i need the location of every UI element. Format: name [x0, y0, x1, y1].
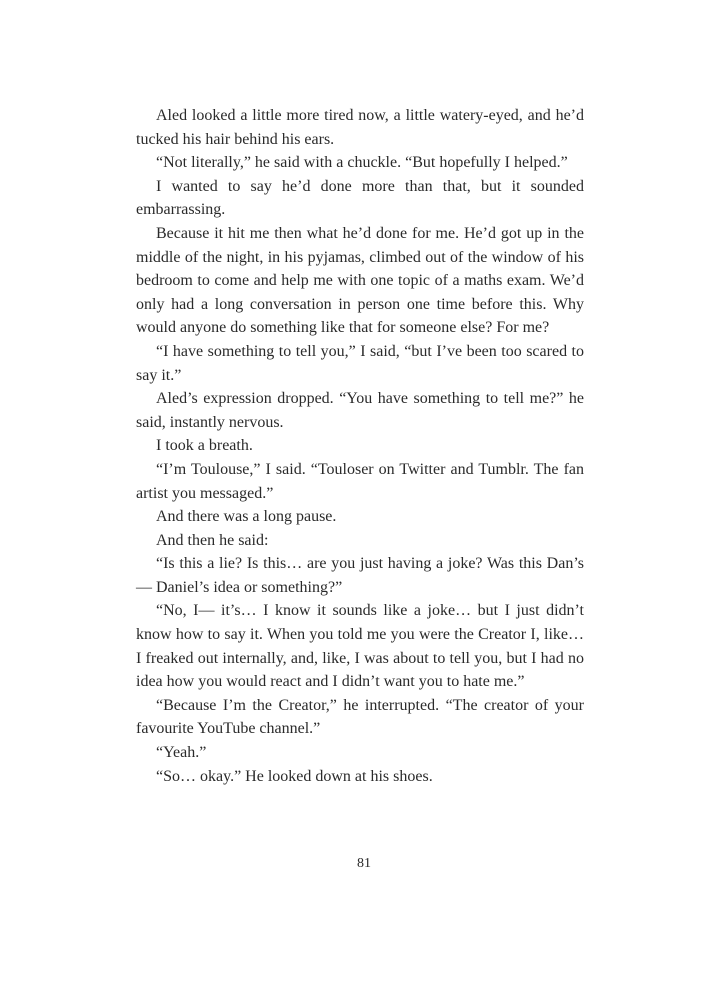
paragraph: And there was a long pause.: [156, 508, 337, 526]
paragraph: “So… okay.” He looked down at his shoes.: [156, 767, 433, 785]
paragraph: Aled looked a little more tired now, a little watery-eyed, and he’d tucked his hair behind his ears.: [136, 107, 584, 148]
paragraph: “Is this a lie? Is this… are you just having a joke? Was this Dan’s— Daniel’s idea or something?”: [136, 555, 584, 596]
paragraph: “Not literally,” he said with a chuckle. “But hopefully I helped.”: [156, 154, 568, 172]
paragraph: And then he said:: [156, 531, 269, 549]
paragraph: “No, I— it’s… I know it sounds like a joke… but I just didn’t know how to say it. When you told me you were the Creator I, like… I freaked out internally, and, like, I was about to tell you, but I had no idea how you would react and I didn’t want you to hate me.”: [136, 602, 584, 691]
paragraph: I wanted to say he’d done more than that, but it sounded embarrassing.: [136, 177, 584, 219]
paragraph: “I have something to tell you,” I said, “but I’ve been too scared to say it.”: [136, 342, 584, 384]
paragraph: “Yeah.”: [156, 744, 207, 762]
paragraph: “Because I’m the Creator,” he interrupted. “The creator of your favourite YouTube channel.”: [136, 696, 584, 738]
body-text: [136, 104, 584, 788]
paragraph: Aled’s expression dropped. “You have something to tell me?” he said, instantly nervous.: [136, 390, 584, 431]
paragraph: Because it hit me then what he’d done for me. He’d got up in the middle of the night, in his pyjamas, climbed out of the window of his bedroom to come and help me with one topic of a maths exam. We’d only had a long conversation in person one time before this. Why would anyone do something like that for someone else? For me?: [136, 224, 584, 337]
paragraph: “I’m Toulouse,” I said. “Touloser on Twitter and Tumblr. The fan artist you messaged.”: [136, 460, 584, 502]
page-number: 81: [357, 856, 371, 871]
paragraph: I took a breath.: [156, 437, 253, 455]
